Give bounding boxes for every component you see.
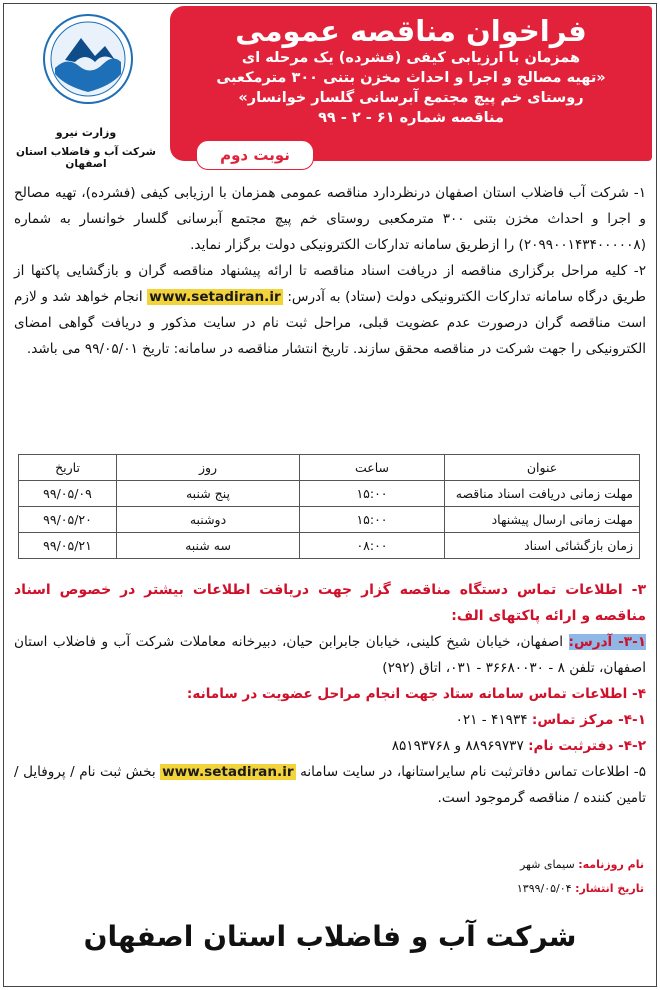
newspaper-info [520,858,644,871]
call-center-value: ۴۱۹۳۴ - ۰۲۱ [455,712,532,728]
col-day: روز [117,455,300,481]
address-text: اصفهان، خیابان شیخ کلینی، خیابان جابرابن حیان، دبیرخانه معاملات شرکت آب و فاضلاب استان اصفهان، تلفن ۸ - ۳۶۶۸۰۰۳۰ - ۰۳۱، اتاق (۲۹۲) [14,634,646,676]
section-3-1 [14,629,646,681]
section-4-1 [14,707,646,733]
row-time: ۰۸:۰۰ [300,533,445,559]
table-header-row [19,455,640,481]
section-2 [14,258,646,362]
newspaper-name: سیمای شهر [519,858,579,871]
row-date: ۹۹/۰۵/۲۱ [19,533,117,559]
contact-info [14,577,646,811]
table-row [19,533,640,559]
row-title: زمان بازگشائی اسناد [445,533,640,559]
col-time: ساعت [300,455,445,481]
section-5 [14,759,646,811]
publish-date: ۱۳۹۹/۰۵/۰۴ [516,882,576,895]
header-line-2: «تهیه مصالح و اجرا و احداث مخزن بتنی ۳۰۰ مترمکعبی [216,70,606,86]
address-label: ۳-۱- آدرس: [568,634,647,650]
schedule-table [18,454,640,559]
setad-link[interactable]: www.setadiran.ir [149,289,281,305]
row-day: پنج شنبه [117,481,300,507]
section-3-title: ۳- اطلاعات تماس دستگاه مناقصه گزار جهت دریافت اطلاعات بیشتر در خصوص اسناد مناقصه و ارائه پاکتهای الف: [14,582,646,624]
section-4-2 [14,733,646,759]
row-date: ۹۹/۰۵/۰۹ [19,481,117,507]
registration-office-value: ۸۸۹۶۹۷۳۷ و ۸۵۱۹۳۷۶۸ [391,738,529,754]
row-time: ۱۵:۰۰ [300,481,445,507]
logo-block [6,6,166,170]
newspaper-label: نام روزنامه: [578,858,644,871]
section-1: ۱- شرکت آب فاضلاب استان اصفهان درنظردارد مناقصه عمومی همزمان با ارزیابی کیفی (فشرده)، تهیه مصالح و اجرا و احداث مخزن بتنی ۳۰۰ مترمکعبی روستای خم پیچ مجتمع آبرسانی گلسار خوانسار به شماره (۲۰۹۹۰۰۱۴۳۴۰۰۰۰۰۸) را ازطریق سامانه تدارکات الکترونیکی دولت برگزار نماید. [14,185,646,253]
section-2-text-b: انجام خواهد شد و لازم است مناقصه گران درصورت عدم عضویت قبلی، مراحل ثبت نام در سایت مذکور و دریافت گواهی امضای الکترونیکی را جهت شرکت در مناقصه محقق سازند. تاریخ انتشار مناقصه در سامانه: تاریخ ۹۹/۰۵/۰۱ می باشد. [14,289,646,357]
section-5-text-b: بخش ثبت نام / پروفایل / تامین کننده / مناقصه گرموجود است. [14,764,646,806]
round-badge: نوبت دوم [196,140,314,170]
row-date: ۹۹/۰۵/۲۰ [19,507,117,533]
col-date: تاریخ [19,455,117,481]
table-row [19,481,640,507]
row-title: مهلت زمانی ارسال پیشنهاد [445,507,640,533]
row-day: سه شنبه [117,533,300,559]
row-time: ۱۵:۰۰ [300,507,445,533]
header-line-3: روستای خم پیچ مجتمع آبرسانی گلسار خوانسار» [238,90,584,106]
setad-link-2[interactable]: www.setadiran.ir [162,764,294,780]
tender-body [14,180,646,362]
section-2-text-a: ۲- کلیه مراحل برگزاری مناقصه از دریافت اسناد مناقصه تا ارائه پیشنهاد مناقصه گران و بازگشایی پاکتها از طریق درگاه سامانه تدارکات الکترونیکی دولت (ستاد) به آدرس: [14,263,646,305]
table-row [19,507,640,533]
header-line-4: مناقصه شماره ۶۱ - ۲ - ۹۹ [318,110,504,126]
water-waves-icon [45,16,131,102]
col-title: عنوان [445,455,640,481]
ministry-name: وزارت نیرو [55,126,117,139]
section-4-title: ۴- اطلاعات تماس سامانه ستاد جهت انجام مراحل عضویت در سامانه: [186,686,646,702]
water-company-logo [43,14,133,104]
company-name-small: شرکت آب و فاضلاب استان اصفهان [16,146,156,170]
registration-office-label: ۴-۲- دفترثبت نام: [528,738,646,754]
row-day: دوشنبه [117,507,300,533]
tender-header [170,6,652,161]
publish-date-label: تاریخ انتشار: [575,882,644,895]
header-line-1: همزمان با ارزیابی کیفی (فشرده) یک مرحله ای [241,50,581,66]
page-title: فراخوان مناقصه عمومی [235,14,587,48]
footer-company: شرکت آب و فاضلاب استان اصفهان [83,920,577,953]
publish-date-info [517,882,644,895]
section-5-text-a: ۵- اطلاعات تماس دفاترثبت نام سایراستانها، در سایت سامانه [300,764,647,780]
row-title: مهلت زمانی دریافت اسناد مناقصه [445,481,640,507]
call-center-label: ۴-۱- مرکز تماس: [531,712,646,728]
